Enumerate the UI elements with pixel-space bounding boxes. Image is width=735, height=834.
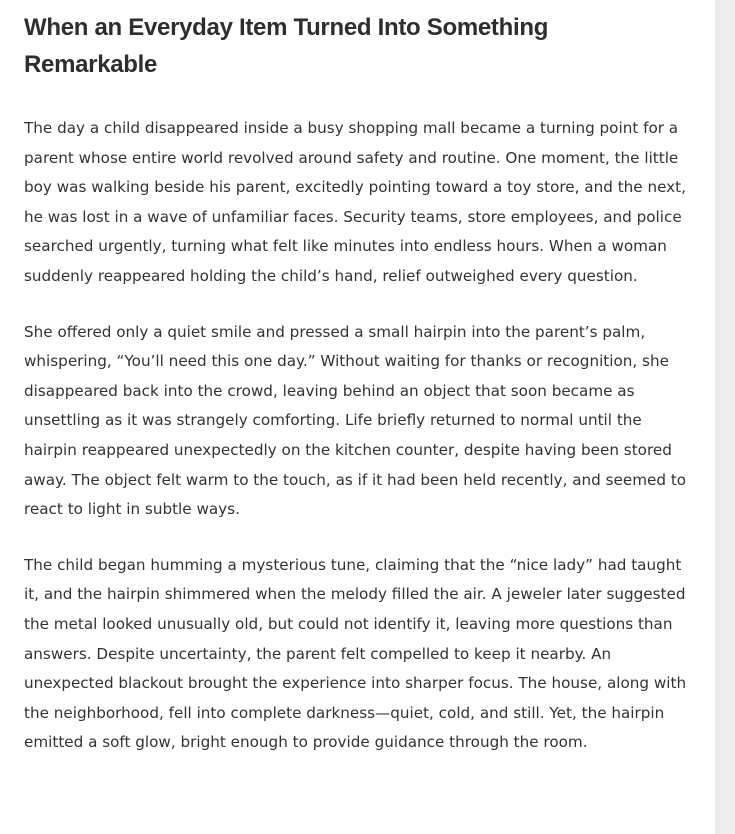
sidebar-strip [715, 0, 735, 834]
article-paragraph: She offered only a quiet smile and pressed a small hairpin into the parent’s palm, whispering, “You’ll need this one day.” Without waiting for thanks or recognition, she disappeared back into the crowd, leaving behind an object that soon became as unsettling as it was strangely comforting. Life briefly returned to normal until the hairpin reappeared unexpectedly on the kitchen counter, despite having been stored away. The object felt warm to the touch, as if it had been held recently, and seemed to react to light in subtle ways. [24, 322, 687, 519]
article-paragraph: The child began humming a mysterious tune, claiming that the “nice lady” had taught it, and the hairpin shimmered when the melody filled the air. A jeweler later suggested the metal looked unusually old, but could not identify it, leaving more questions than answers. Despite uncertainty, the parent felt compelled to keep it nearby. An unexpected blackout brought the experience into sharper focus. The house, along with the neighborhood, fell into complete darkness—quiet, cold, and still. Yet, the hairpin emitted a soft glow, bright enough to provide guidance through the room. [24, 555, 687, 752]
article-body [24, 114, 715, 758]
article-paragraph: The day a child disappeared inside a busy shopping mall became a turning point for a parent whose entire world revolved around safety and routine. One moment, the little boy was walking beside his parent, excitedly pointing toward a toy store, and the next, he was lost in a wave of unfamiliar faces. Security teams, store employees, and police searched urgently, turning what felt like minutes into endless hours. When a woman suddenly reappeared holding the child’s hand, relief outweighed every question. [24, 119, 686, 285]
article-title: When an Everyday Item Turned Into Something Remarkable [24, 14, 549, 78]
